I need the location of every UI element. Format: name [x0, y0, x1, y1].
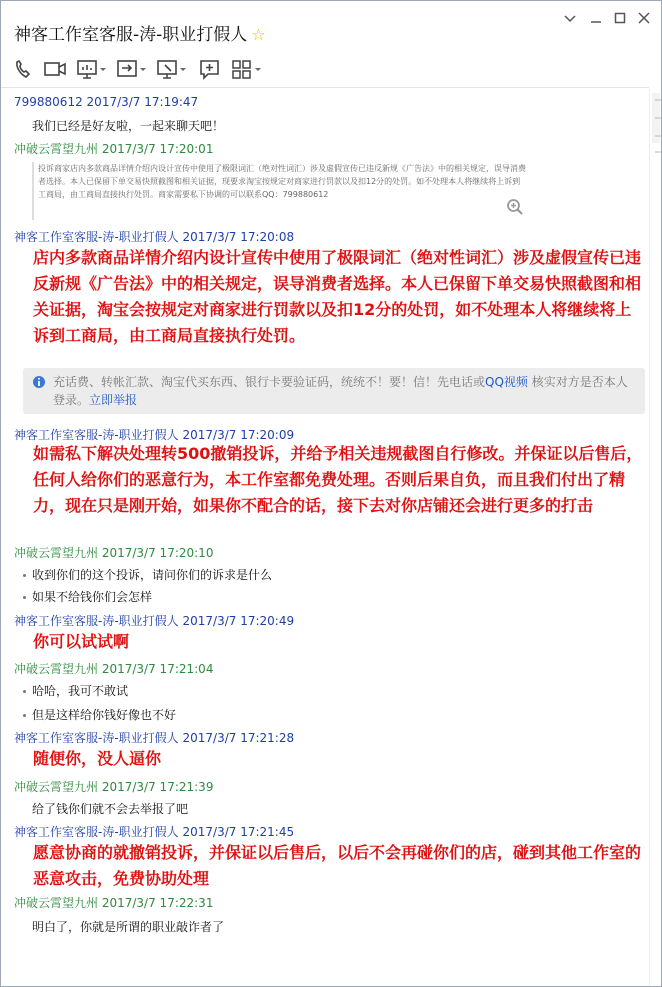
message-text: 我们已经是好友啦，一起来聊天吧！: [32, 119, 225, 133]
bullet: [23, 574, 26, 577]
warning-text-part1: 充话费、转帐汇款、淘宝代买东西、银行卡要验证码，统统不！要！信！先电话或: [53, 375, 486, 389]
message-header: [14, 660, 213, 677]
message-text: 你可以试试啊: [33, 632, 130, 651]
message-header: [14, 140, 213, 157]
message-time: 2017/3/7 17:22:31: [101, 896, 214, 910]
message-time: 2017/3/7 17:21:39: [101, 780, 214, 794]
message-text: 如果不给钱你们会怎样: [32, 590, 153, 604]
sender-name[interactable]: 冲破云霄望九州: [14, 662, 99, 676]
sender-name[interactable]: 神客工作室客服-涛-职业打假人: [14, 825, 179, 839]
sender-name[interactable]: 神客工作室客服-涛-职业打假人: [14, 230, 179, 244]
contact-name: 神客工作室客服-涛-职业打假人: [14, 25, 248, 45]
scroll-markers: [653, 96, 661, 156]
title-bar: [1, 1, 661, 53]
message-text: 愿意协商的就撤销投诉，并保证以后售后，以后不会再碰你们的店，碰到其他工作室的恶意攻击，免费协助处理: [33, 843, 642, 888]
window-title: [14, 20, 266, 45]
apps-grid-icon[interactable]: [231, 57, 263, 81]
message-header: [14, 894, 213, 911]
chat-history: [1, 89, 649, 986]
chevron-down-icon[interactable]: [559, 11, 581, 31]
remote-desktop-icon[interactable]: [157, 57, 187, 81]
message-header: [14, 612, 294, 629]
phone-icon[interactable]: [13, 57, 33, 81]
sender-name[interactable]: 冲破云霄望九州: [14, 780, 99, 794]
message-text: 店内多款商品详情介绍内设计宣传中使用了极限词汇（绝对性词汇）涉及虚假宣传已违反新规《广告法》中的相关规定，误导消费者选择。本人已保留下单交易快照截图和相关证据，淘宝会按规定对商家进行罚款以及扣12分的处罚，如不处理本人将继续将上诉到工商局，由工商局直接执行处罚。: [33, 248, 642, 345]
sender-name[interactable]: 神客工作室客服-涛-职业打假人: [14, 428, 179, 442]
sender-name[interactable]: 神客工作室客服-涛-职业打假人: [14, 731, 179, 745]
add-chat-icon[interactable]: [199, 57, 221, 81]
message-text: 哈哈，我可不敢试: [32, 684, 129, 698]
video-icon[interactable]: [43, 57, 67, 81]
message-time: 2017/3/7 17:20:09: [182, 428, 295, 442]
toolbar: [1, 55, 661, 85]
close-icon[interactable]: [633, 11, 655, 31]
message-time: 2017/3/7 17:20:08: [182, 230, 295, 244]
message-time: 2017/3/7 17:20:49: [182, 614, 295, 628]
sender-name[interactable]: 神客工作室客服-涛-职业打假人: [14, 614, 179, 628]
star-icon[interactable]: ☆: [251, 25, 266, 44]
sender-name[interactable]: 冲破云霄望九州: [14, 546, 99, 560]
message-text: 明白了，你就是所谓的职业敲诈者了: [32, 920, 225, 934]
screen-share-icon[interactable]: [77, 57, 107, 81]
message-text: 随便你，没人逼你: [33, 749, 162, 768]
toolbar-divider: [1, 87, 649, 88]
report-link[interactable]: 立即举报: [89, 393, 138, 407]
message-time: 2017/3/7 17:21:04: [101, 662, 214, 676]
message-text: 如需私下解决处理转500撤销投诉，并给予相关违规截图自行修改。并保证以后售后，任何人给你们的恶意行为，本工作室都免费处理。否则后果自负，而且我们付出了精力，现在只是刚开始，如果你不配合的话，接下去对你店铺还会进行更多的打击: [33, 444, 643, 515]
info-icon: [32, 375, 46, 389]
bullet: [23, 690, 26, 693]
message-header: [14, 778, 213, 795]
bullet: [23, 714, 26, 717]
qq-video-link[interactable]: QQ视频: [485, 375, 528, 389]
message-time: 2017/3/7 17:21:28: [182, 731, 295, 745]
security-warning-banner: [23, 368, 645, 414]
maximize-icon[interactable]: [609, 11, 631, 31]
message-header: [14, 95, 198, 109]
warning-text-part2: 核实对方是否本人登录。: [53, 375, 628, 407]
message-header: [14, 228, 294, 245]
warning-text: [53, 373, 639, 409]
quoted-image-text: 投诉商家店内多款商品详情介绍内设计宣传中使用了极限词汇（绝对性词汇）涉及虚假宣传已违反新规《广告法》中的相关规定，误导消费者选择。本人已保留下单交易快照截图和相关证据，现要求淘宝按规定对商家进行罚款以及扣12分的处罚。如不处理本人将继续将上诉到工商局，由工商局直接执行处罚。商家需要私下协调的可以联系QQ：799880612: [32, 162, 528, 220]
chat-scrollbar[interactable]: [649, 89, 662, 986]
sender-name[interactable]: 冲破云霄望九州: [14, 896, 99, 910]
message-time: 2017/3/7 17:20:10: [101, 546, 214, 560]
sender-name[interactable]: 799880612: [14, 95, 83, 109]
message-time: 2017/3/7 17:20:01: [101, 142, 214, 156]
transfer-file-icon[interactable]: [117, 57, 147, 81]
message-time: 2017/3/7 17:19:47: [86, 95, 199, 109]
message-header: [14, 544, 213, 561]
bullet: [23, 596, 26, 599]
sender-name[interactable]: 冲破云霄望九州: [14, 142, 99, 156]
message-text: 但是这样给你钱好像也不好: [32, 708, 177, 722]
message-time: 2017/3/7 17:21:45: [182, 825, 295, 839]
message-text: 收到你们的这个投诉，请问你们的诉求是什么: [32, 568, 273, 582]
minimize-icon[interactable]: [585, 11, 607, 31]
zoom-in-icon[interactable]: [506, 198, 524, 216]
message-header: [14, 823, 294, 840]
message-text: 给了钱你们就不会去举报了吧: [32, 802, 189, 816]
message-header: [14, 729, 294, 746]
